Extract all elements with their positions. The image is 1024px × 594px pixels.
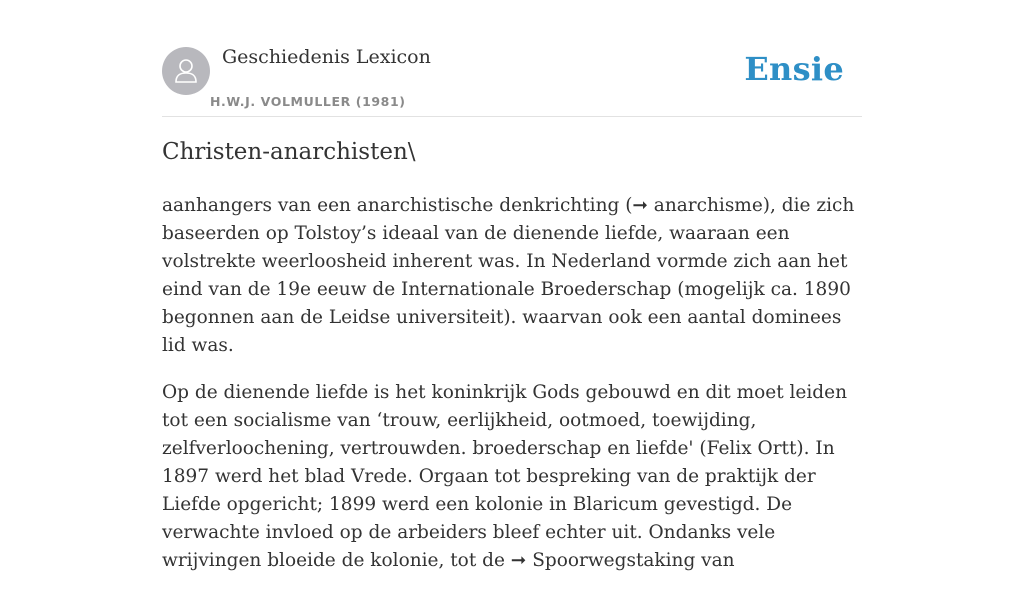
brand-logo[interactable]: Ensie — [744, 50, 844, 88]
paragraph: Op de dienende liefde is het koninkrijk Gods gebouwd en dit moet leiden tot een socialisme van ‘trouw, eerlijkheid, ootmoed, toewijding, zelfverloochening, vertrouwden. broederschap en liefde' (Felix Ortt). In 1897 werd het blad Vrede. Orgaan tot bespreking van de praktijk der Liefde opgericht; 1899 werd een kolonie in Blaricum gevestigd. De verwachte invloed op de arbeiders bleef echter uit. Ondanks vele wrijvingen bloeide de kolonie, tot de ➞ Spoorwegstaking van — [162, 382, 848, 571]
paragraph: aanhangers van een anarchistische denkrichting (➞ anarchisme), die zich baseerden op Tolstoy’s ideaal van de dienende liefde, waaraan een volstrekte weerloosheid inherent was. In Nederland vormde zich aan het eind van de 19e eeuw de Internationale Broederschap (mogelijk ca. 1890 begonnen aan de Leidse universiteit). waarvan ook een aantal dominees lid was. — [162, 195, 855, 356]
article-body — [162, 192, 868, 594]
page-title: Christen-anarchisten\ — [162, 139, 416, 165]
article-header — [162, 0, 862, 117]
source-title[interactable]: Geschiedenis Lexicon — [222, 46, 431, 68]
article-page — [162, 0, 862, 571]
author-label[interactable]: H.W.J. VOLMULLER (1981) — [210, 94, 406, 109]
user-icon — [171, 56, 201, 86]
avatar[interactable] — [162, 47, 210, 95]
